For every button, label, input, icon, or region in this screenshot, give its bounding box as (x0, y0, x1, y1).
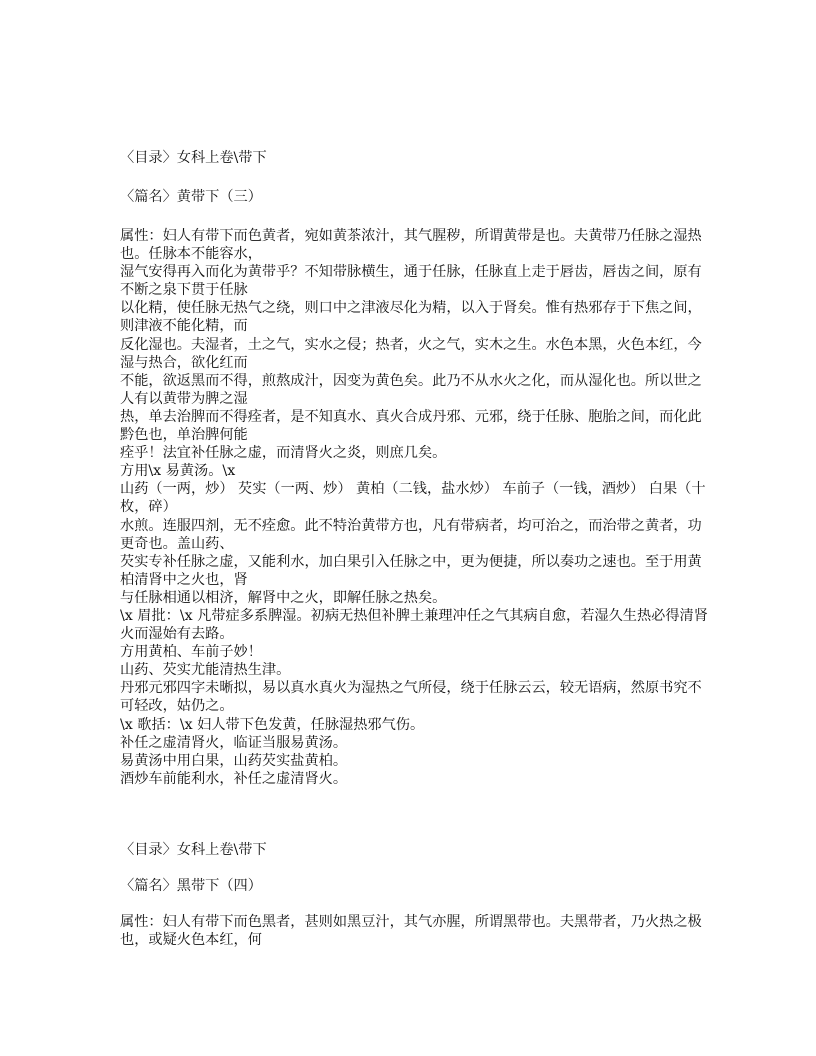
paragraph: 属性：妇人有带下而色黄者，宛如黄茶浓汁，其气腥秽，所谓黄带是也。夫黄带乃任脉之湿热也。任脉本不能容水， (120, 228, 702, 263)
paragraph: 山药（一两，炒） 芡实（一两、炒） 黄柏（二钱，盐水炒） 车前子（一钱，酒炒） 白果（十枚，碎） (120, 481, 706, 516)
paragraph: 易黄汤中用白果，山药芡实盐黄柏。 (120, 752, 348, 769)
paragraph: 与任脉相通以相济，解肾中之火，即解任脉之热矣。 (120, 589, 447, 606)
chapter-title-2: 〈篇名〉黑带下（四） (120, 878, 262, 894)
paragraph: 热，单去治脾而不得痊者，是不知真水、真火合成丹邪、元邪，绕于任脉、胞胎之间，而化此黔色也，单治脾何能 (120, 408, 702, 444)
paragraph: 丹邪元邪四字未晰拟，易以真水真火为湿热之气所侵，绕于任脉云云，较无语病，然原书究不可轻改，姑仍之。 (120, 680, 702, 715)
paragraph: 属性：妇人有带下而色黑者，甚则如黑豆汁，其气亦腥，所谓黑带也。夫黑带者，乃火热之极也，或疑火色本红，何 (120, 914, 702, 949)
catalog-heading-2: 〈目录〉女科上卷\带下 (120, 842, 267, 858)
section-body-2 (120, 913, 714, 949)
chapter-title-1: 〈篇名〉黄带下（三） (120, 189, 262, 205)
paragraph: 痊乎！法宜补任脉之虚，而清肾火之炎，则庶几矣。 (120, 445, 447, 462)
catalog-heading-1: 〈目录〉女科上卷\带下 (120, 150, 267, 166)
paragraph: 反化湿也。夫湿者，土之气，实水之侵；热者，火之气，实木之生。水色本黑，火色本红，今湿与热合，欲化红而 (120, 336, 702, 371)
paragraph: 方用\x 易黄汤。\x (120, 463, 236, 480)
paragraph: \x 歌括：\x 妇人带下色发黄，任脉湿热邪气伤。 (120, 716, 425, 733)
paragraph: 水煎。连服四剂，无不痊愈。此不特治黄带方也，凡有带病者，均可治之，而治带之黄者，功更奇也。盖山药、 (120, 517, 702, 552)
paragraph: 酒炒车前能利水，补任之虚清肾火。 (120, 770, 348, 787)
paragraph: 以化精，使任脉无热气之绕，则口中之津液尽化为精，以入于肾矣。惟有热邪存于下焦之间，则津液不能化精，而 (120, 300, 702, 335)
section-body-1 (120, 227, 714, 788)
paragraph: 山药、芡实尤能清热生津。 (120, 662, 291, 679)
paragraph: 芡实专补任脉之虚，又能利水，加白果引入任脉之中，更为便捷，所以奏功之速也。至于用黄柏清肾中之火也，肾 (120, 553, 702, 588)
paragraph: 补任之虚清肾火，临证当服易黄汤。 (120, 734, 348, 751)
paragraph: 湿气安得再入而化为黄带乎？不知带脉横生，通于任脉，任脉直上走于唇齿，唇齿之间，原有不断之泉下贯于任脉 (120, 264, 702, 299)
paragraph: \x 眉批：\x 凡带症多系脾湿。初病无热但补脾土兼理冲任之气其病自愈，若湿久生热必得清肾火而湿始有去路。 (120, 607, 708, 643)
paragraph: 方用黄柏、车前子妙！ (120, 644, 262, 661)
paragraph: 不能，欲返黑而不得，煎熬成汁，因变为黄色矣。此乃不从水火之化，而从湿化也。所以世之人有以黄带为脾之湿 (120, 372, 702, 407)
